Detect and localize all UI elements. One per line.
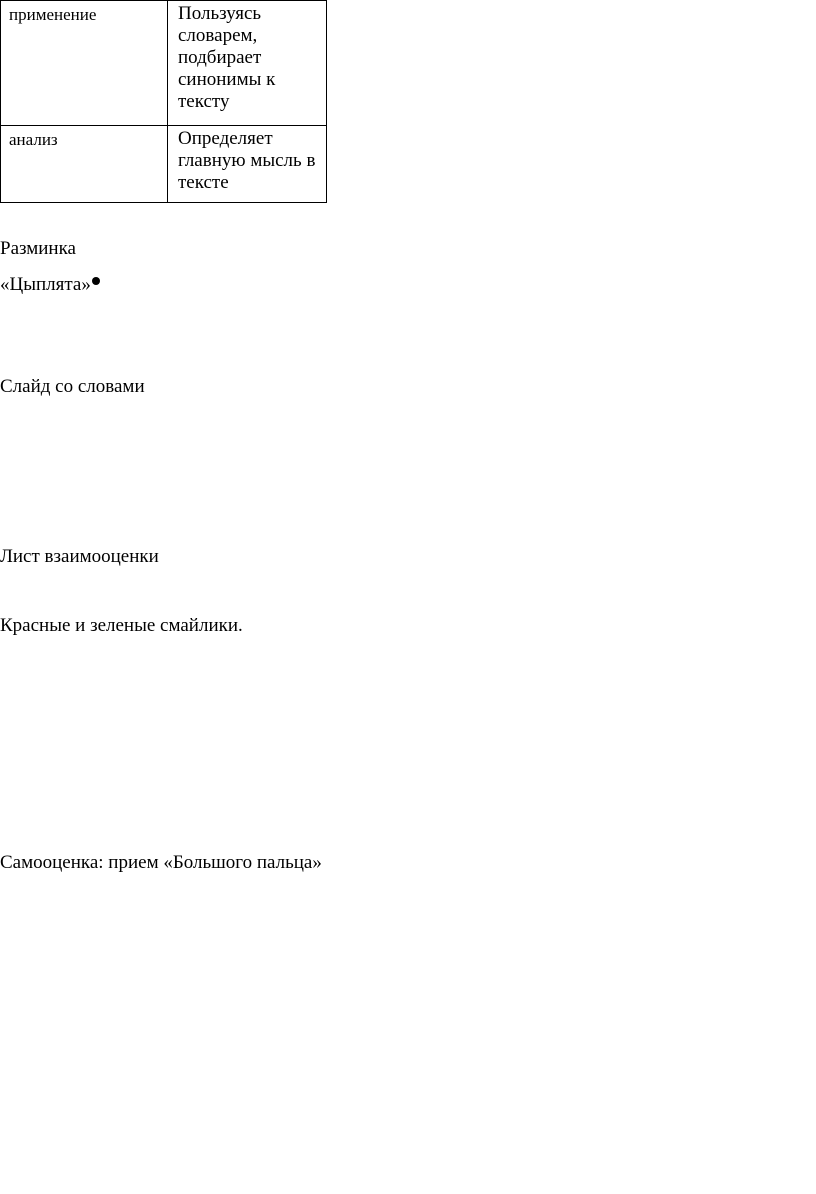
level-cell [1,1,168,126]
smileys-paragraph [0,615,243,637]
level-text: анализ [9,130,58,149]
table-row [1,126,327,203]
chicks-text: «Цыплята» [0,274,91,295]
slide-text: Слайд со словами [0,376,145,397]
description-cell [168,1,327,126]
slide-paragraph [0,376,145,398]
self-assessment-paragraph [0,852,322,874]
peer-sheet-text: Лист взаимооценки [0,546,159,567]
criteria-table [0,0,327,203]
table-row [1,1,327,126]
chicks-paragraph [0,274,100,296]
bullet-icon [92,277,100,285]
peer-sheet-paragraph [0,546,159,568]
description-line: подбирает [178,47,262,68]
level-text: применение [9,5,97,24]
self-assessment-text: Самооценка: прием «Большого пальца» [0,852,322,873]
warmup-paragraph [0,238,76,260]
description-line: синонимы к [178,69,276,90]
description-line: Пользуясь [178,3,262,24]
description-line: Определяет [178,128,273,149]
smileys-text: Красные и зеленые смайлики. [0,615,243,636]
description-line: тексту [178,91,230,112]
level-cell [1,126,168,203]
description-cell [168,126,327,203]
description-line: словарем, [178,25,258,46]
description-line: тексте [178,172,229,193]
description-line: главную мысль в [178,150,316,171]
warmup-text: Разминка [0,238,76,259]
